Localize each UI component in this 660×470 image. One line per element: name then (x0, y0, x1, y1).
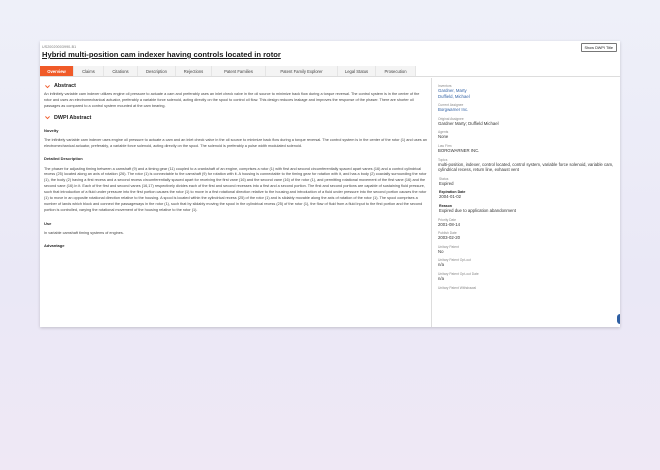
unitary-patent-value: No (438, 248, 444, 254)
show-dwpi-title-button[interactable]: Show DWPI Title (581, 43, 617, 52)
novelty-text: The infinitely variable cam indexer uses engine oil pressure to actuate a cam and an inlet check valve in the oil source to minimize back flow during a torque reversal. The control system is in the center of the rotor (1) and uses an electromechanical actuator, preferably, a variable force solenoid, acting directly on the spool. The solenoid is preferably a pulse width modulated solenoid. (44, 137, 427, 148)
detailed-description-heading: Detailed Description (44, 155, 83, 161)
details-sidebar (438, 84, 616, 327)
advantage-heading: Advantage (44, 242, 65, 248)
tab-citations[interactable]: Citations (104, 66, 138, 76)
status-block (438, 177, 616, 214)
chevron-down-icon[interactable] (44, 83, 51, 90)
reason-value: Expired due to application abandonment (439, 207, 516, 213)
detailed-description-text: The phaser for adjusting timing between a camshaft (9) and a timing gear (11) coupled to a crankshaft of an engine, comprises a rotor (1) with first and second circumferentially spaced apart vanes (16) and a control cylindrical recess (25) located along an axis of rotation (26). The rotor (1) is connectable to the camshaft (9) for rotation with it. A housing is connectable to the timing gear for rotation with it, and has a body (2) coaxially surrounding the rotor (1), the body (2) having a first recess and a second recess circumferentially spaced apart for receiving the first vane (16) and the second vane (16) of the rotor (1), and permitting rotational movement of the first vane (16) and the second vane (16) in it. Each of the first and second vanes (16,17) respectively divides each of the first and second recesses into a first and a second portion. The first and second portions are capable of sustaining fluid pressure, such that introduction of a fluid under pressure into the first portion causes the rotor (1) to move in a first rotational direction relative to the housing and introduction of a fluid under pressure into the second portion causes the rotor (1) to move in an opposite rotational direction relative to the housing. A spool is located within the cylindrical recess (25) of the rotor (1) and is slidably movable along the axis of rotation of the rotor (1). The spool comprises a number of lands which block and connect the passageways in the rotor (1), such that by slidably moving the spool in the cylindrical recess (25) of the rotor (1), the flow of fluid from a fluid input to the first portion and the second portion is controlled, varying the rotational movement of the housing relative to the rotor (1). (44, 166, 427, 212)
chevron-down-icon[interactable] (44, 114, 51, 121)
tab-patent-family-explorer[interactable]: Patent Family Explorer (266, 66, 338, 76)
priority-date-label: Priority Date (438, 217, 457, 222)
expiration-label: Expiration Date (439, 190, 466, 195)
unitary-withdrawal-label: Unitary Patent Withdrawal (438, 285, 477, 290)
abstract-text: An infinitely variable cam indexer utilizes engine oil pressure to actuate a cam and preferably uses an inlet check valve in the oil source to minimize back flow during a torque reversal. The control system is in the center of the rotor and uses an electromechanical actuator, preferably a variable force solenoid, acting directly on the spool to control oil flow. This design reduces leakage and improves the response of the phaser. There are shorter oil passages as compared to a control system mounted at the cam bearing. (44, 92, 420, 108)
unitary-optout-date-value: n/a (438, 275, 444, 281)
unitary-optout-label: Unitary Patent Opt-out (438, 258, 471, 263)
original-assignee-value: Gardner Marty; Duffield Michael (438, 120, 499, 126)
dwpi-heading: DWPI Abstract (54, 114, 92, 121)
law-firm-label: Law Firm (438, 143, 452, 148)
column-divider (431, 78, 432, 327)
topics-label: Topics (438, 157, 448, 162)
original-assignee-label: Original Assignee (438, 116, 464, 121)
priority-date-value: 2001-08-14 (438, 221, 460, 227)
patent-title[interactable]: Hybrid multi-position cam indexer having controls located in rotor (42, 50, 281, 59)
status-label: Status (439, 176, 449, 181)
tab-description[interactable]: Description (138, 66, 176, 76)
assignee-link[interactable]: Borgwarner Inc. (438, 107, 469, 113)
unitary-optout-date-label: Unitary Patent Opt-out Date (438, 271, 479, 276)
publish-date-label: Publish Date (438, 231, 457, 236)
dwpi-section-header[interactable] (44, 113, 428, 123)
patent-card (40, 41, 620, 327)
use-text: In variable camshaft timing systems of engines. (44, 230, 124, 235)
main-content (40, 81, 430, 327)
tab-overview[interactable]: Overview (40, 66, 74, 76)
use-heading: Use (44, 220, 52, 226)
abstract-heading: Abstract (54, 83, 76, 89)
tab-legal-status[interactable]: Legal Status (338, 66, 376, 76)
inventor-link[interactable]: Duffield, Michael (438, 93, 470, 99)
agents-value: None (438, 134, 449, 140)
inventors-label: Inventors (438, 84, 452, 88)
tab-rejections[interactable]: Rejections (176, 66, 212, 76)
expiration-value: 2004-01-02 (439, 194, 461, 200)
assignee-label: Current Assignee (438, 103, 464, 108)
unitary-optout-value: n/a (438, 262, 444, 268)
reason-label: Reason (439, 203, 452, 208)
unitary-patent-label: Unitary Patent (438, 244, 459, 249)
novelty-heading: Novelty (44, 127, 59, 133)
help-widget[interactable] (617, 314, 620, 324)
tab-claims[interactable]: Claims (74, 66, 104, 76)
topics-value: multi-position, indexer, control located, control system, variable force solenoid, variable cam, cylindrical recess, return line, exhaust vent (438, 161, 614, 173)
status-value: Expired (439, 180, 454, 186)
tab-bar (40, 66, 620, 77)
law-firm-value: BORGWARNER INC. (438, 147, 480, 153)
tab-prosecution[interactable]: Prosecution (376, 66, 416, 76)
publication-number: US20020003990-B1 (42, 45, 77, 49)
inventor-link[interactable]: Gardner, Marty (438, 88, 467, 93)
tab-patent-families[interactable]: Patent Families (212, 66, 266, 76)
agents-label: Agents (438, 130, 449, 135)
publish-date-value: 2003-02-20 (438, 235, 460, 241)
abstract-section-header[interactable] (44, 81, 428, 91)
